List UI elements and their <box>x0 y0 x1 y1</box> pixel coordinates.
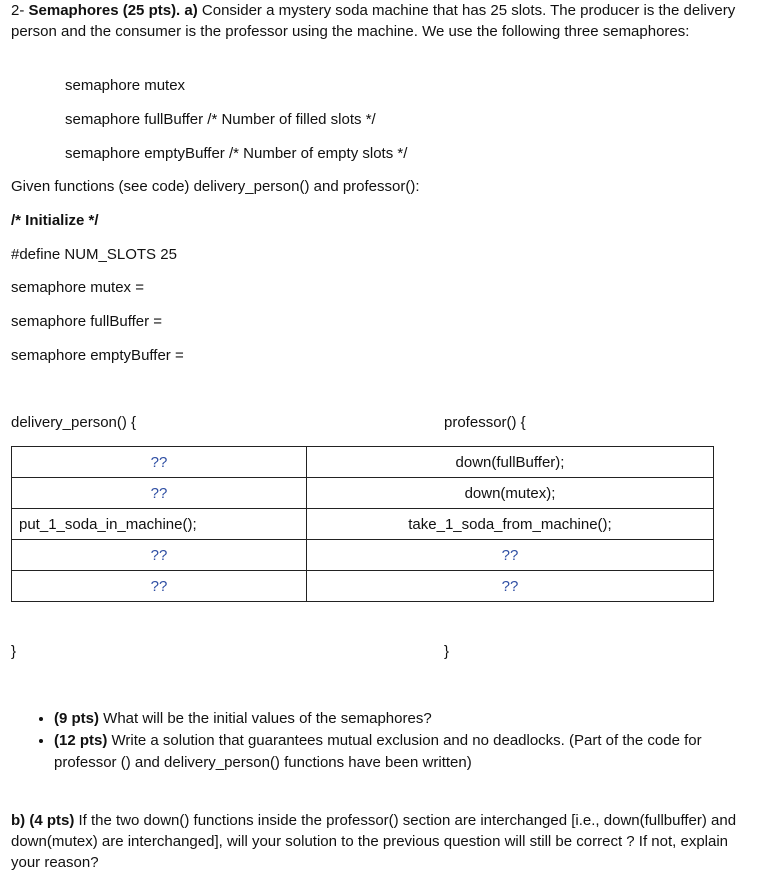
question-list <box>30 708 754 774</box>
table-row <box>12 509 714 540</box>
part-b <box>11 810 751 873</box>
question-intro-text: Consider a mystery soda machine that has 25 slots. The producer is the delivery person and the consumer is the professor using the machine. We use the following three semaphores: <box>11 2 736 40</box>
professor-closing-brace: } <box>444 643 450 660</box>
delivery-cell: ?? <box>12 571 307 602</box>
code-table <box>11 446 714 602</box>
semaphore-mutex-decl: semaphore mutex <box>65 77 186 94</box>
professor-cell: ?? <box>307 571 714 602</box>
professor-cell: take_1_soda_from_machine(); <box>307 509 714 540</box>
delivery-cell: put_1_soda_in_machine(); <box>12 509 307 540</box>
table-row <box>12 571 714 602</box>
professor-cell: ?? <box>307 540 714 571</box>
init-fullbuffer-line: semaphore fullBuffer = <box>11 313 163 330</box>
list-item <box>54 730 754 774</box>
bullet-text: What will be the initial values of the semaphores? <box>99 710 432 727</box>
initialize-comment: /* Initialize */ <box>11 212 99 229</box>
part-b-label: b) (4 pts) <box>11 812 75 829</box>
delivery-closing-brace: } <box>11 643 17 660</box>
init-mutex-line: semaphore mutex = <box>11 279 144 296</box>
semaphore-fullbuffer-decl: semaphore fullBuffer /* Number of filled slots */ <box>65 111 376 128</box>
bullet-text: Write a solution that guarantees mutual exclusion and no deadlocks. (Part of the code for professor () and delivery_person() functions have been written) <box>54 732 702 771</box>
professor-cell: down(mutex); <box>307 478 714 509</box>
table-row <box>12 540 714 571</box>
part-b-text: If the two down() functions inside the professor() section are interchanged [i.e., down(fullbuffer) and down(mutex) are interchanged], will your solution to the previous question will still be correct ? If not, explain your reason? <box>11 812 737 871</box>
question-number: 2- <box>11 2 29 19</box>
bullet-points: (9 pts) <box>54 710 99 727</box>
delivery-cell: ?? <box>12 447 307 478</box>
delivery-cell: ?? <box>12 478 307 509</box>
list-item <box>54 708 754 730</box>
delivery-person-header: delivery_person() { <box>11 414 137 431</box>
question-title: Semaphores (25 pts). a) <box>28 2 198 19</box>
bullet-points: (12 pts) <box>54 732 108 749</box>
delivery-cell: ?? <box>12 540 307 571</box>
table-row <box>12 478 714 509</box>
init-emptybuffer-line: semaphore emptyBuffer = <box>11 347 184 364</box>
given-functions-text: Given functions (see code) delivery_person() and professor(): <box>11 178 420 195</box>
semaphore-emptybuffer-decl: semaphore emptyBuffer /* Number of empty slots */ <box>65 145 408 162</box>
question-intro <box>11 0 751 42</box>
professor-cell: down(fullBuffer); <box>307 447 714 478</box>
table-row <box>12 447 714 478</box>
professor-header: professor() { <box>444 414 526 431</box>
define-line: #define NUM_SLOTS 25 <box>11 246 177 263</box>
